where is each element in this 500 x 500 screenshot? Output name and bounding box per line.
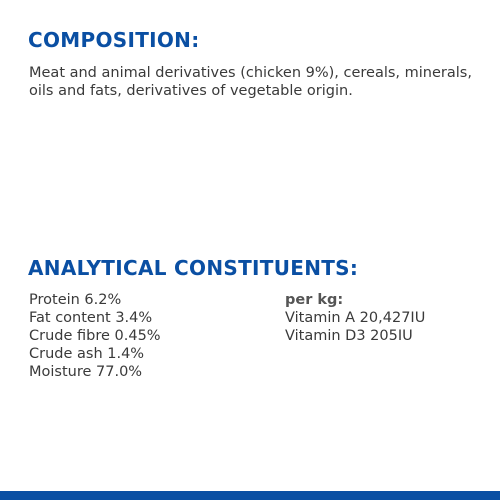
constituent-protein: Protein 6.2%: [29, 292, 122, 308]
analytical-constituents-heading: ANALYTICAL CONSTITUENTS:: [28, 256, 359, 280]
composition-text: Meat and animal derivatives (chicken 9%), cereals, minerals, oils and fats, derivatives of vegetable origin.: [29, 65, 472, 99]
constituent-moisture: Moisture 77.0%: [29, 364, 143, 380]
vitamin-list: [285, 309, 425, 345]
vitamin-a: Vitamin A 20,427IU: [285, 310, 426, 326]
footer-bar: [0, 491, 500, 500]
constituent-fat-content: Fat content 3.4%: [29, 310, 153, 326]
constituents-list: [29, 291, 161, 381]
vitamin-d3: Vitamin D3 205IU: [285, 328, 413, 344]
composition-heading: COMPOSITION:: [28, 28, 200, 52]
constituent-crude-ash: Crude ash 1.4%: [29, 346, 145, 362]
per-kg-heading: per kg:: [285, 292, 344, 308]
per-kg-block: [285, 291, 425, 345]
constituent-crude-fibre: Crude fibre 0.45%: [29, 328, 161, 344]
